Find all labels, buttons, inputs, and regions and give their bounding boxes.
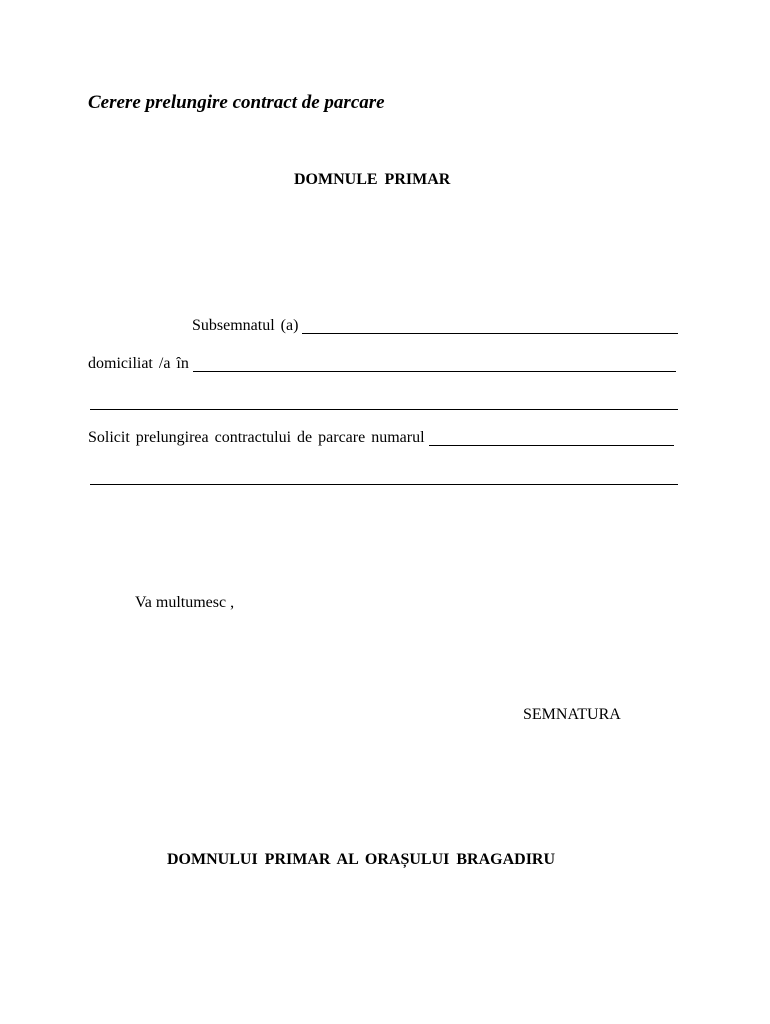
contract-number-fill-line[interactable] xyxy=(429,431,674,446)
solicit-row xyxy=(88,430,674,446)
signature-label: SEMNATURA xyxy=(523,706,621,723)
extra-fill-line[interactable] xyxy=(90,470,678,485)
document-title: Cerere prelungire contract de parcare xyxy=(88,92,385,113)
address-continuation-line[interactable] xyxy=(90,395,678,410)
domiciliat-label: domiciliat /a în xyxy=(88,355,189,372)
name-fill-line[interactable] xyxy=(302,319,678,334)
closing-text: Va multumesc , xyxy=(135,594,235,611)
subsemnatul-label: Subsemnatul (a) xyxy=(192,317,299,334)
address-fill-line[interactable] xyxy=(193,357,676,372)
salutation-heading: DOMNULE PRIMAR xyxy=(294,171,451,188)
domiciliat-row xyxy=(88,356,676,372)
solicit-label: Solicit prelungirea contractului de parcare numarul xyxy=(88,429,425,446)
addressee-text: DOMNULUI PRIMAR AL ORAȘULUI BRAGADIRU xyxy=(167,851,556,868)
subsemnatul-row xyxy=(192,318,678,334)
